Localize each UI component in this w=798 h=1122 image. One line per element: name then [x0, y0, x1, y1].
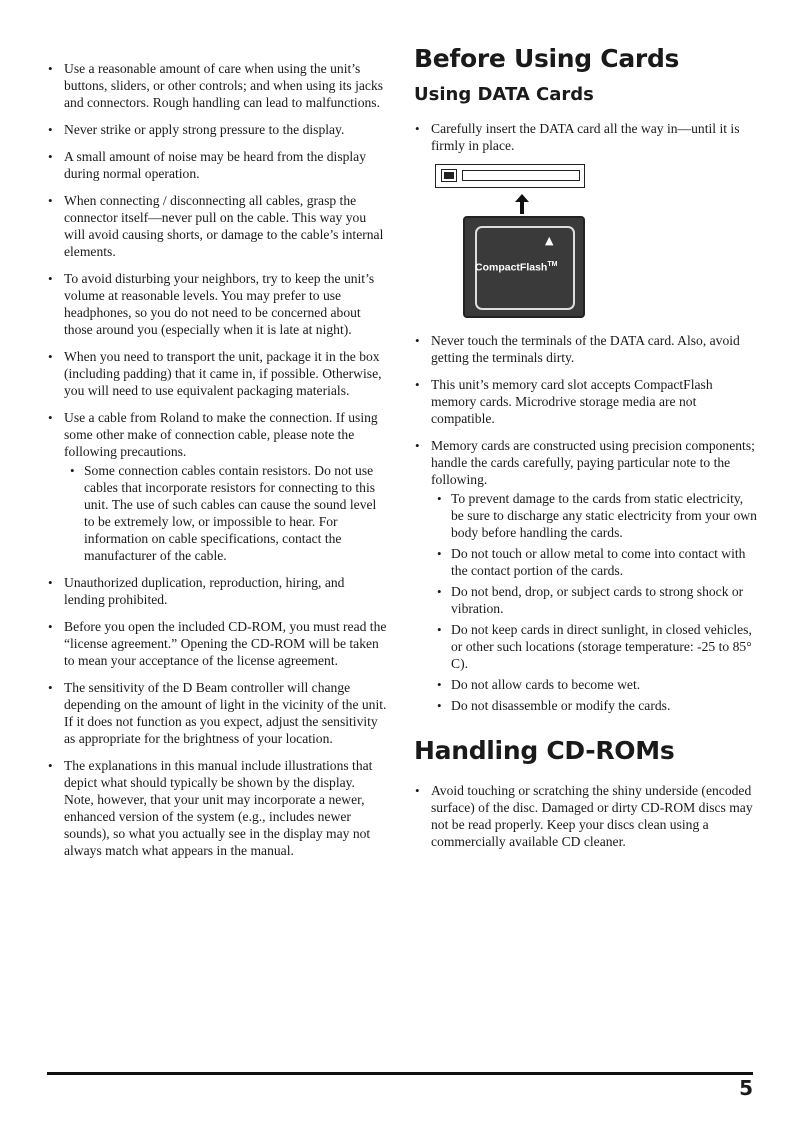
sub-list-item: • Some connection cables contain resistors. Do not use cables that incorporate resistors for connecting to this unit. The use of such cables can cause the sound level to be extremely low, or impossible to hear. For information on cable specifications, contact the manufacturer of the cable. — [64, 462, 387, 564]
list-item: • The sensitivity of the D Beam controller will change depending on the amount of light in the vicinity of the unit. If it does not function as you expect, adjust the sensitivity as appropriate for the brightness of your location. — [47, 679, 387, 747]
card-insertion-figure — [435, 164, 605, 322]
precautions-list — [47, 60, 387, 859]
list-item: • Never strike or apply strong pressure to the display. — [47, 121, 387, 138]
list-item: • Avoid touching or scratching the shiny underside (encoded surface) of the disc. Damaged or dirty CD-ROM discs may not be read properly. Keep your discs clean using a commercially available CD cleaner. — [414, 782, 758, 850]
card-precautions-list — [414, 332, 758, 714]
footer-rule — [47, 1072, 753, 1075]
list-item-text: Memory cards are constructed using precision components; handle the cards carefully, paying particular note to the following. — [431, 438, 755, 487]
memory-sublist — [431, 490, 758, 714]
list-item: • When connecting / disconnecting all cables, grasp the connector itself—never pull on the cable. This way you will avoid causing shorts, or damage to the cable’s internal elements. — [47, 192, 387, 260]
list-item: • Unauthorized duplication, reproduction, hiring, and lending prohibited. — [47, 574, 387, 608]
page-number: 5 — [739, 1076, 753, 1100]
sub-list-item: • Do not bend, drop, or subject cards to strong shock or vibration. — [431, 583, 758, 617]
section-heading-cdrom: Handling CD-ROMs — [414, 736, 675, 765]
section-heading-cards: Before Using Cards — [414, 44, 680, 73]
cable-sublist — [64, 462, 387, 564]
list-item-memory — [414, 437, 758, 714]
slot-indicator — [441, 169, 457, 182]
right-column — [414, 44, 758, 860]
list-item-cable — [47, 409, 387, 564]
slot-opening — [462, 170, 580, 181]
list-item: • A small amount of noise may be heard from the display during normal operation. — [47, 148, 387, 182]
list-item: • Use a reasonable amount of care when using the unit’s buttons, sliders, or other controls; and when using its jacks and connectors. Rough handling can lead to malfunctions. — [47, 60, 387, 111]
sub-list-item: • Do not touch or allow metal to come into contact with the contact portion of the cards. — [431, 545, 758, 579]
card-label: CompactFlash™ — [475, 261, 558, 274]
list-item: • Never touch the terminals of the DATA card. Also, avoid getting the terminals dirty. — [414, 332, 758, 366]
trademark: TM — [547, 261, 558, 268]
card-direction-icon: ▲ — [545, 234, 554, 247]
list-item-text: Use a cable from Roland to make the connection. If using some other make of connection cable, please note the following precautions. — [64, 410, 378, 459]
list-item: • To avoid disturbing your neighbors, try to keep the unit’s volume at reasonable levels. You may prefer to use headphones, so you do not need to be concerned about those around you (especially when it is late at night). — [47, 270, 387, 338]
insert-arrow-icon — [515, 194, 529, 214]
list-item: • Before you open the included CD-ROM, you must read the “license agreement.” Opening the CD-ROM will be taken to mean your acceptance of the license agreement. — [47, 618, 387, 669]
card-slot — [435, 164, 585, 188]
sub-list-item: • Do not disassemble or modify the cards. — [431, 697, 758, 714]
left-column — [47, 60, 387, 869]
list-item: • Carefully insert the DATA card all the way in—until it is firmly in place. — [414, 120, 758, 154]
sub-list-item: • To prevent damage to the cards from static electricity, be sure to discharge any static electricity from your own body before handling the cards. — [431, 490, 758, 541]
list-item: • This unit’s memory card slot accepts CompactFlash memory cards. Microdrive storage media are not compatible. — [414, 376, 758, 427]
insert-list — [414, 120, 758, 154]
subheading-data-cards: Using DATA Cards — [414, 84, 594, 105]
sub-list-item: • Do not keep cards in direct sunlight, in closed vehicles, or other such locations (storage temperature: -25 to 85° C). — [431, 621, 758, 672]
compactflash-card — [463, 216, 585, 318]
sub-list-item: • Do not allow cards to become wet. — [431, 676, 758, 693]
list-item: • When you need to transport the unit, package it in the box (including padding) that it came in, if possible. Otherwise, you will need to use equivalent packaging materials. — [47, 348, 387, 399]
cdrom-list — [414, 782, 758, 850]
list-item: • The explanations in this manual include illustrations that depict what should typically be shown by the display. Note, however, that your unit may incorporate a newer, enhanced version of the system (e.g., includes newer sounds), so what you actually see in the display may not always match what appears in the manual. — [47, 757, 387, 859]
